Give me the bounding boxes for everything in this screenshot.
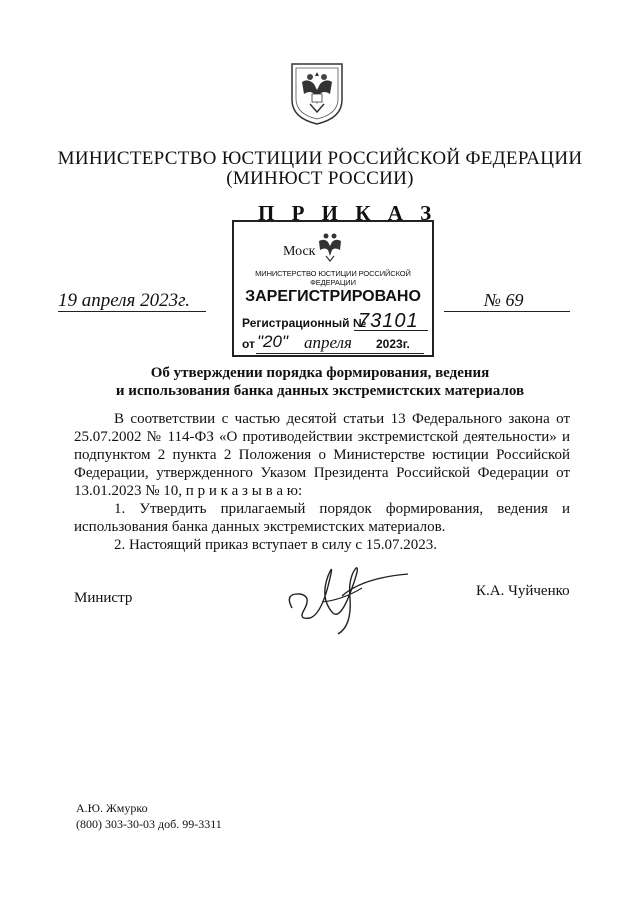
stamp-emblem-icon — [316, 230, 344, 262]
executor-block — [76, 800, 222, 832]
ministry-name: МИНИСТЕРСТВО ЮСТИЦИИ РОССИЙСКОЙ ФЕДЕРАЦИИ — [57, 148, 583, 169]
stamp-date-prefix: от — [242, 337, 255, 351]
stamp-date-month: апреля — [304, 333, 352, 352]
executor-name: А.Ю. Жмурко — [76, 801, 148, 815]
handwritten-signature — [282, 548, 412, 638]
order-number-underline — [444, 311, 570, 312]
stamp-date-year: 2023г. — [376, 337, 410, 351]
ministry-abbreviation: (МИНЮСТ РОССИИ) — [226, 168, 414, 189]
stamp-status: ЗАРЕГИСТРИРОВАНО — [245, 288, 421, 305]
signatory-name: К.А. Чуйченко — [476, 583, 570, 599]
order-number: № 69 — [484, 290, 524, 310]
document-title-line2: и использования банка данных экстремистских материалов — [115, 383, 525, 399]
stamp-date-day: "20" — [257, 332, 288, 351]
body-paragraph-2: 1. Утвердить прилагаемый порядок формирования, ведения и использования банка данных экстремистских материалов. — [74, 501, 570, 535]
executor-phone: (800) 303-30-03 доб. 99-3311 — [76, 817, 222, 831]
body-paragraph-3: 2. Настоящий приказ вступает в силу с 15.07.2023. — [114, 537, 437, 553]
stamp-city: Моск — [283, 244, 316, 259]
stamp-date-underline — [256, 353, 424, 354]
document-title-line1: Об утверждении порядка формирования, ведения — [150, 365, 490, 381]
stamp-reg-number: 73101 — [358, 310, 419, 332]
registration-stamp — [232, 220, 434, 357]
order-date-underline — [58, 311, 206, 312]
stamp-reg-label: Регистрационный № — [242, 316, 367, 330]
body-paragraph-1: В соответствии с частью десятой статьи 13 Федерального закона от 25.07.2002 № 114-ФЗ «О противодействии экстремистской деятельности» и подпунктом 2 пункта 2 Положения о Министерстве юстиции Российской Федерации, утвержденного Указом Президента Российской Федерации от 13.01.2023 № 10, п р и к а з ы в а ю: — [74, 411, 570, 499]
russian-coat-of-arms-icon — [288, 60, 346, 126]
signatory-position: Министр — [74, 590, 133, 606]
order-date: 19 апреля 2023г. — [58, 290, 190, 311]
document-type: П Р И К А З — [258, 201, 438, 225]
stamp-ministry: МИНИСТЕРСТВО ЮСТИЦИИ РОССИЙСКОЙ ФЕДЕРАЦИИ — [255, 269, 411, 287]
stamp-reg-underline — [354, 330, 428, 331]
